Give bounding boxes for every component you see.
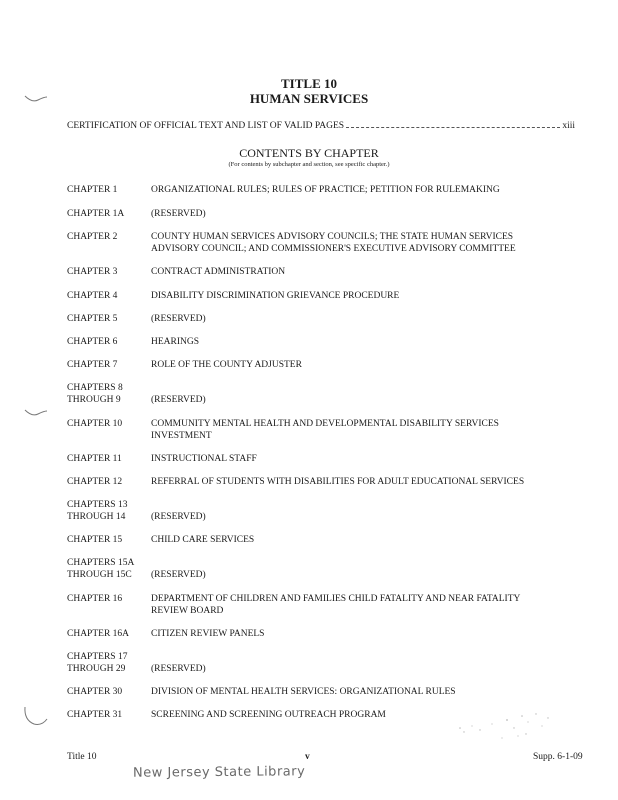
chapter-number-line: THROUGH 14 [67, 512, 126, 522]
chapter-number-line: CHAPTER 11 [67, 454, 122, 464]
chapter-number [67, 709, 149, 721]
library-stamp: New Jersey State Library [132, 764, 306, 781]
chapter-number [67, 266, 149, 278]
chapter-title [151, 290, 551, 302]
certification-page: xiii [562, 121, 575, 131]
chapter-title-line: COMMUNITY MENTAL HEALTH AND DEVELOPMENTAL DISABILITY SERVICES [151, 419, 499, 429]
chapter-number-line: CHAPTER 2 [67, 232, 118, 242]
scan-mark-middle [24, 408, 48, 418]
chapter-title-line: (RESERVED) [151, 209, 206, 219]
page-title [0, 76, 618, 106]
chapter-number [67, 453, 149, 465]
chapter-title [151, 534, 551, 546]
chapter-title-line: ROLE OF THE COUNTY ADJUSTER [151, 360, 302, 370]
chapter-number [67, 593, 149, 605]
title-line-2: HUMAN SERVICES [249, 91, 369, 106]
footer-supplement-date: Supp. 6-1-09 [533, 752, 583, 762]
chapter-number-line: CHAPTERS 13 [67, 500, 128, 510]
chapter-number [67, 184, 149, 196]
chapter-title-line: CONTRACT ADMINISTRATION [151, 267, 286, 277]
chapter-number-line: CHAPTER 5 [67, 314, 118, 324]
chapter-number-line: CHAPTER 4 [67, 291, 118, 301]
footer-left: Title 10 [67, 752, 97, 762]
chapter-title-line: CITIZEN REVIEW PANELS [151, 629, 265, 639]
chapter-number [67, 359, 149, 371]
chapter-number-line: THROUGH 29 [67, 664, 126, 674]
chapter-title-line: SCREENING AND SCREENING OUTREACH PROGRAM [151, 710, 386, 720]
chapter-title-line: (RESERVED) [151, 664, 206, 674]
chapter-number-line: CHAPTER 1A [67, 209, 125, 219]
chapter-number-line: CHAPTER 30 [67, 687, 123, 697]
chapter-title [151, 394, 551, 406]
chapter-title [151, 663, 551, 675]
chapter-title-line: (RESERVED) [151, 512, 206, 522]
chapter-title [151, 593, 551, 617]
scan-mark-bottom [22, 706, 48, 728]
chapter-title-line: REVIEW BOARD [151, 606, 224, 616]
chapter-number-line: CHAPTER 10 [67, 419, 123, 429]
chapter-title-line: ADVISORY COUNCIL; AND COMMISSIONER'S EXECUTIVE ADVISORY COMMITTEE [151, 244, 516, 254]
chapter-title [151, 266, 551, 278]
chapter-number-line: CHAPTERS 8 [67, 383, 123, 393]
chapter-number-line: THROUGH 9 [67, 395, 121, 405]
chapter-number-line: CHAPTER 15 [67, 535, 123, 545]
chapter-number [67, 313, 149, 325]
chapter-number-line: CHAPTER 16A [67, 629, 130, 639]
chapter-title [151, 628, 551, 640]
chapter-title-line: DISABILITY DISCRIMINATION GRIEVANCE PROCEDURE [151, 291, 400, 301]
chapter-number [67, 231, 149, 243]
scan-specks [452, 706, 562, 746]
chapter-title-line: COUNTY HUMAN SERVICES ADVISORY COUNCILS; THE STATE HUMAN SERVICES [151, 232, 514, 242]
chapter-title-line: (RESERVED) [151, 395, 206, 405]
chapter-title-line: REFERRAL OF STUDENTS WITH DISABILITIES FOR ADULT EDUCATIONAL SERVICES [151, 477, 525, 487]
chapter-number [67, 290, 149, 302]
chapter-number-line: CHAPTER 7 [67, 360, 118, 370]
title-line-1: TITLE 10 [281, 76, 337, 91]
chapter-title [151, 511, 551, 523]
chapter-title-line: INVESTMENT [151, 431, 212, 441]
chapter-number-line: CHAPTER 3 [67, 267, 118, 277]
chapter-number-line: THROUGH 15C [67, 570, 132, 580]
chapter-number [67, 418, 149, 430]
chapter-number [67, 476, 149, 488]
chapter-number [67, 499, 149, 523]
chapter-title-line: INSTRUCTIONAL STAFF [151, 454, 257, 464]
chapter-number [67, 557, 149, 581]
chapter-title-line: DEPARTMENT OF CHILDREN AND FAMILIES CHILD FATALITY AND NEAR FATALITY [151, 594, 521, 604]
chapter-title-line: (RESERVED) [151, 570, 206, 580]
chapter-title-line: HEARINGS [151, 337, 200, 347]
chapter-number [67, 651, 149, 675]
scan-mark-top [24, 94, 48, 104]
chapter-title [151, 359, 551, 371]
chapter-title [151, 336, 551, 348]
chapter-title [151, 184, 551, 196]
chapter-number-line: CHAPTER 31 [67, 710, 123, 720]
chapter-number [67, 382, 149, 406]
chapter-number [67, 534, 149, 546]
certification-entry [67, 121, 575, 131]
chapter-title-line: DIVISION OF MENTAL HEALTH SERVICES: ORGANIZATIONAL RULES [151, 687, 456, 697]
certification-label: CERTIFICATION OF OFFICIAL TEXT AND LIST OF VALID PAGES [67, 121, 345, 131]
dotted-leader [346, 127, 560, 128]
chapter-title [151, 313, 551, 325]
chapter-number [67, 628, 149, 640]
chapter-title [151, 453, 551, 465]
chapter-number-line: CHAPTER 12 [67, 477, 123, 487]
chapter-title [151, 418, 551, 442]
chapter-title [151, 476, 551, 488]
chapter-title [151, 208, 551, 220]
chapter-number [67, 336, 149, 348]
chapter-number-line: CHAPTER 16 [67, 594, 123, 604]
chapter-number-line: CHAPTER 6 [67, 337, 118, 347]
chapter-title-line: ORGANIZATIONAL RULES; RULES OF PRACTICE; PETITION FOR RULEMAKING [151, 185, 500, 195]
chapter-title-line: CHILD CARE SERVICES [151, 535, 255, 545]
chapter-title [151, 686, 551, 698]
chapter-number [67, 686, 149, 698]
chapter-number-line: CHAPTERS 15A [67, 558, 135, 568]
chapter-number [67, 208, 149, 220]
chapter-title [151, 231, 551, 255]
contents-heading: CONTENTS BY CHAPTER [239, 146, 379, 160]
contents-note: (For contents by subchapter and section, see specific chapter.) [228, 161, 390, 168]
chapter-number-line: CHAPTER 1 [67, 185, 118, 195]
chapter-title-line: (RESERVED) [151, 314, 206, 324]
chapter-number-line: CHAPTERS 17 [67, 652, 128, 662]
chapter-title [151, 569, 551, 581]
footer-page-number: v [305, 752, 310, 762]
